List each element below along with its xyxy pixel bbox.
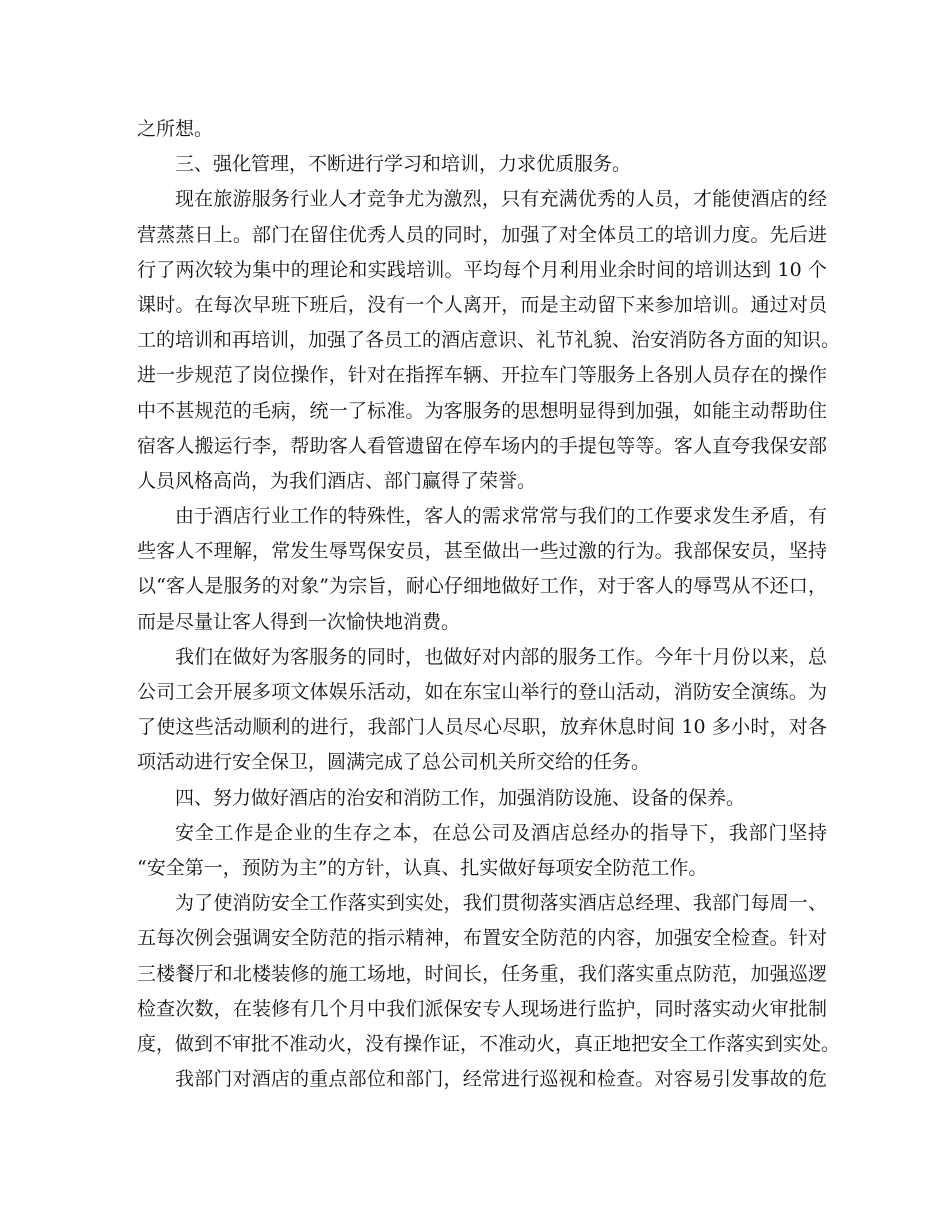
text-line: 我们在做好为客服务的同时，也做好对内部的服务工作。今年十月份以来，总 <box>175 645 827 668</box>
text-line: 营蒸蒸日上。部门在留住优秀人员的同时，加强了对全体员工的培训力度。先后进 <box>137 223 827 246</box>
text-line: 三楼餐厅和北楼装修的施工场地，时间长，任务重，我们落实重点防范，加强巡逻 <box>137 962 827 985</box>
text-line: 现在旅游服务行业人才竞争尤为激烈，只有充满优秀的人员，才能使酒店的经 <box>175 188 827 211</box>
text-line: 宿客人搬运行李，帮助客人看管遗留在停车场内的手提包等等。客人直夸我保安部 <box>137 434 827 457</box>
text-line: 些客人不理解，常发生辱骂保安员，甚至做出一些过激的行为。我部保安员，坚持 <box>137 540 827 563</box>
text-line: 安全工作是企业的生存之本，在总公司及酒店总经办的指导下，我部门坚持 <box>175 821 827 844</box>
text-line: 检查次数，在装修有几个月中我们派保安专人现场进行监护，同时落实动火审批制 <box>137 997 827 1020</box>
text-line: 中不甚规范的毛病，统一了标准。为客服务的思想明显得到加强，如能主动帮助住 <box>137 399 827 422</box>
text-line: 行了两次较为集中的理论和实践培训。平均每个月利用业余时间的培训达到 10 个 <box>137 258 827 281</box>
document-body <box>137 112 841 1097</box>
text-line: 公司工会开展多项文体娱乐活动，如在东宝山举行的登山活动，消防安全演练。为 <box>137 681 827 703</box>
text-line: 三、强化管理，不断进行学习和培训，力求优质服务。 <box>175 153 632 176</box>
text-line: 我部门对酒店的重点部位和部门，经常进行巡视和检查。对容易引发事故的危 <box>175 1068 827 1091</box>
text-line: 项活动进行安全保卫，圆满完成了总公司机关所交给的任务。 <box>137 751 651 774</box>
text-line: 四、努力做好酒店的治安和消防工作，加强消防设施、设备的保养。 <box>175 786 746 809</box>
text-line: 以“客人是服务的对象”为宗旨，耐心仔细地做好工作，对于客人的辱骂从不还口， <box>137 575 827 598</box>
text-line: 了使这些活动顺利的进行，我部门人员尽心尽职，放弃休息时间 10 多小时，对各 <box>137 716 827 739</box>
text-line: 人员风格高尚，为我们酒店、部门赢得了荣誉。 <box>137 469 537 492</box>
text-line: 工的培训和再培训，加强了各员工的酒店意识、礼节礼貌、治安消防各方面的知识。 <box>137 329 841 352</box>
text-line: 五每次例会强调安全防范的指示精神，布置安全防范的内容，加强安全检查。针对 <box>137 927 827 950</box>
text-line: 进一步规范了岗位操作，针对在指挥车辆、开拉车门等服务上各别人员存在的操作 <box>137 364 827 387</box>
text-line: 度，做到不审批不准动火，没有操作证，不准动火，真正地把安全工作落实到实处。 <box>137 1032 841 1055</box>
text-line: 而是尽量让客人得到一次愉快地消费。 <box>137 610 461 633</box>
text-line: 由于酒店行业工作的特殊性，客人的需求常常与我们的工作要求发生矛盾，有 <box>175 505 827 528</box>
text-line: 为了使消防安全工作落实到实处，我们贯彻落实酒店总经理、我部门每周一、 <box>175 892 827 915</box>
text-line: 课时。在每次早班下班后，没有一个人离开，而是主动留下来参加培训。通过对员 <box>137 293 827 316</box>
text-line: 之所想。 <box>137 118 214 140</box>
text-line: “安全第一，预防为主”的方针，认真、扎实做好每项安全防范工作。 <box>137 856 708 879</box>
